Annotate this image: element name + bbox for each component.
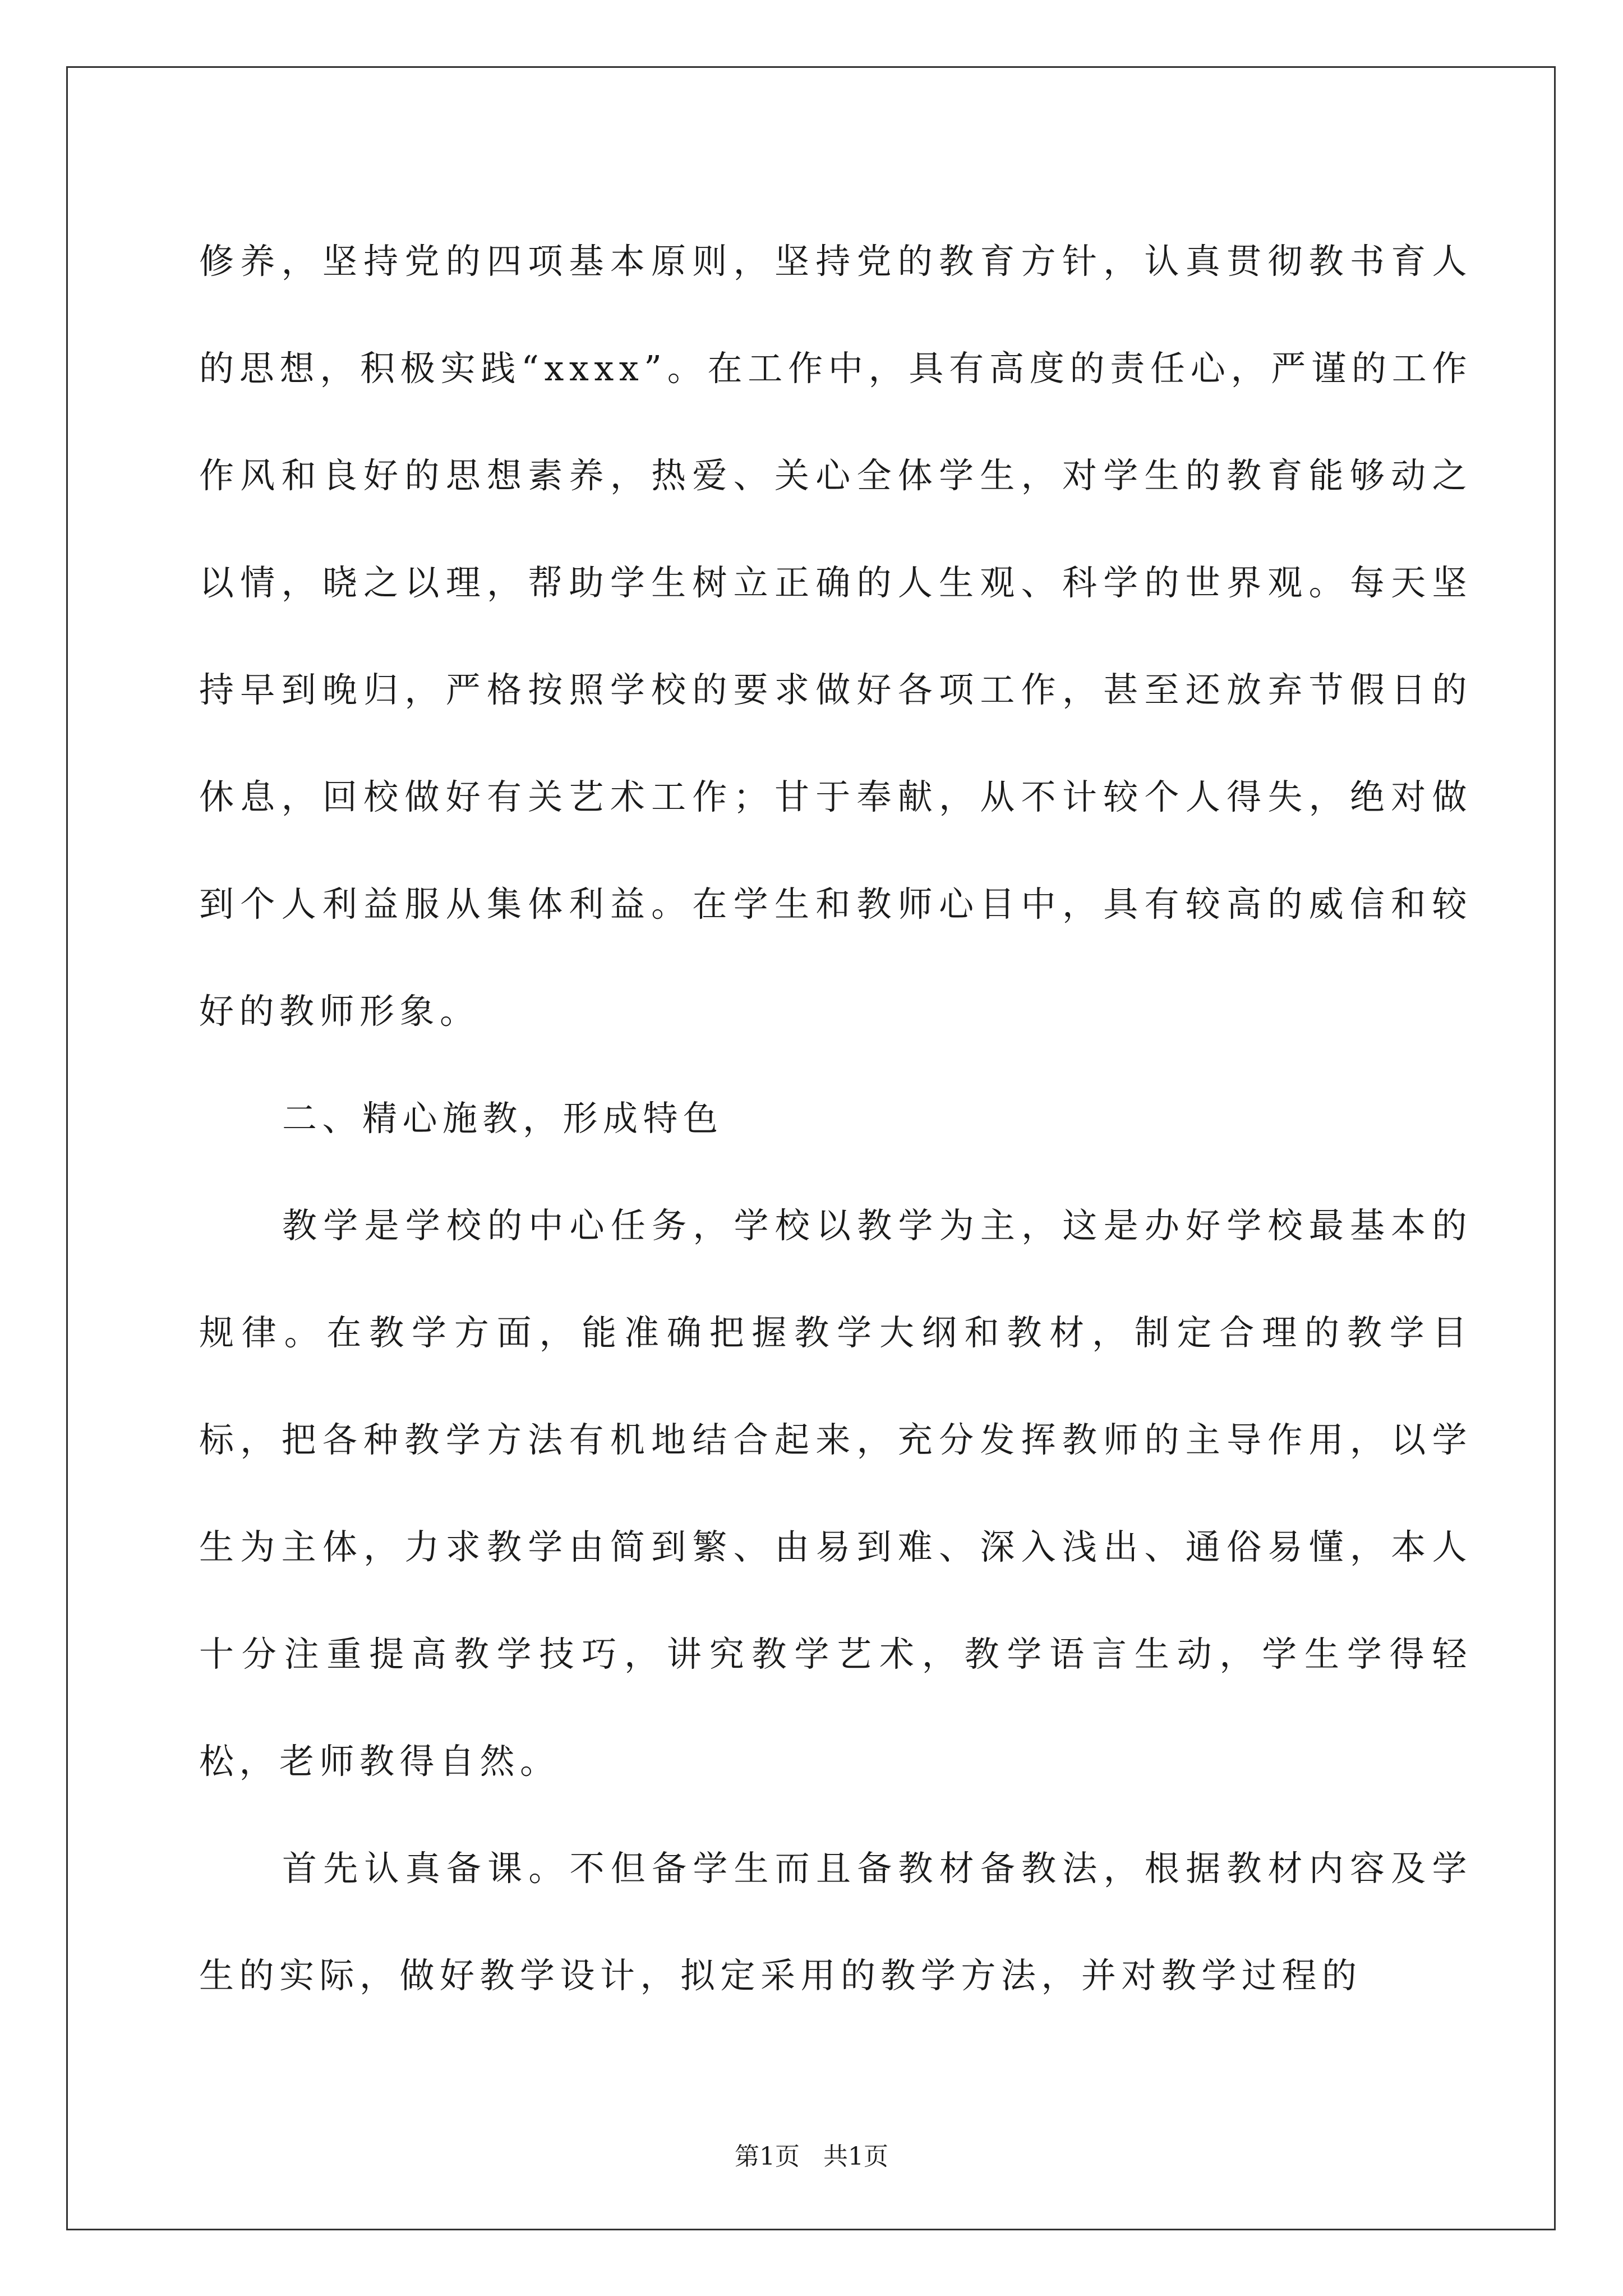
paragraph-3: 教学是学校的中心任务，学校以教学为主，这是办好学校最基本的规律。在教学方面，能准确把握教学大纲和教材，制定合理的教学目标，把各种教学方法有机地结合起来，充分发挥教师的主导作用，以学生为主体，力求教学由简到繁、由易到难、深入浅出、通俗易懂，本人十分注重提高教学技巧，讲究教学艺术，教学语言生动，学生学得轻松，老师教得自然。 [199,1205,1472,1782]
document-body [199,208,1472,2029]
section-heading-2: 二、精心施教，形成特色 [282,1098,723,1139]
page-number-footer: 第1页 共1页 [735,2142,888,2171]
paragraph-1: 修养，坚持党的四项基本原则，坚持党的教育方针，认真贯彻教书育人的思想，积极实践“xxxx”。在工作中，具有高度的责任心，严谨的工作作风和良好的思想素养，热爱、关心全体学生，对学生的教育能够动之以情，晓之以理，帮助学生树立正确的人生观、科学的世界观。每天坚持早到晚归，严格按照学校的要求做好各项工作，甚至还放弃节假日的休息，回校做好有关艺术工作；甘于奉献，从不计较个人得失，绝对做到个人利益服从集体利益。在学生和教师心目中，具有较高的威信和较好的教师形象。 [199,241,1472,1032]
paragraph-4: 首先认真备课。不但备学生而且备教材备教法，根据教材内容及学生的实际，做好教学设计，拟定采用的教学方法，并对教学过程的 [199,1848,1472,1996]
